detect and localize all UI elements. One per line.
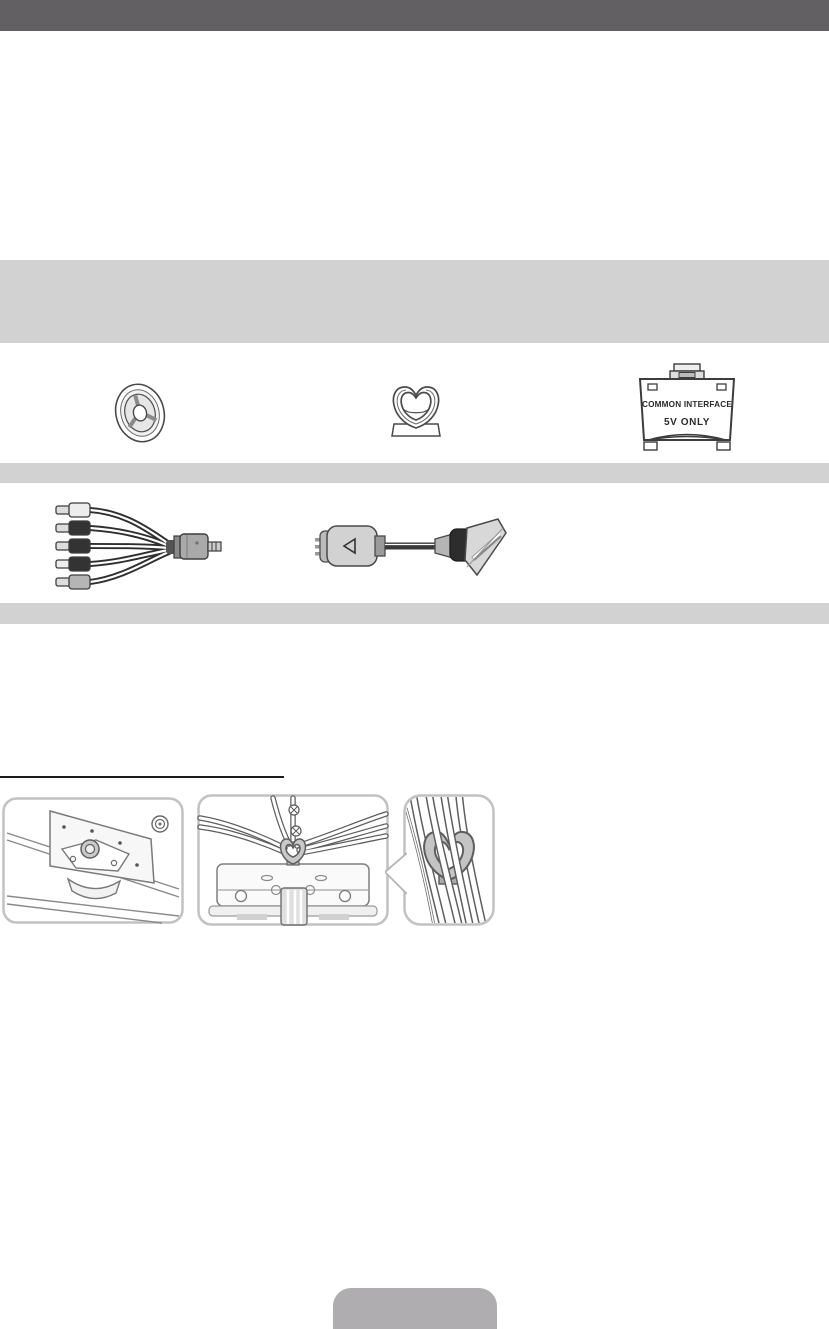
scart-adapter-cable-illustration	[315, 512, 510, 580]
ci-label-line1: COMMON INTERFACE	[641, 400, 733, 409]
av-adapter-cable-illustration	[50, 498, 230, 598]
ci-label-line2: 5V ONLY	[663, 417, 711, 428]
ci-card-adapter-illustration	[634, 362, 740, 456]
cable-tie-illustration	[378, 376, 454, 442]
callout-wedge	[385, 851, 407, 896]
section-band-accessories	[0, 260, 829, 343]
heading-rule	[0, 776, 284, 778]
section-band-cables	[0, 463, 829, 483]
panel-cables-gathered	[197, 794, 389, 926]
page-number-tab	[333, 1288, 497, 1329]
section-band-cable-management	[0, 603, 829, 624]
panel-holder-closeup	[403, 794, 495, 926]
panel-stand-rear	[2, 797, 184, 924]
header-bar	[0, 0, 829, 31]
holder-ring-illustration	[103, 373, 177, 453]
